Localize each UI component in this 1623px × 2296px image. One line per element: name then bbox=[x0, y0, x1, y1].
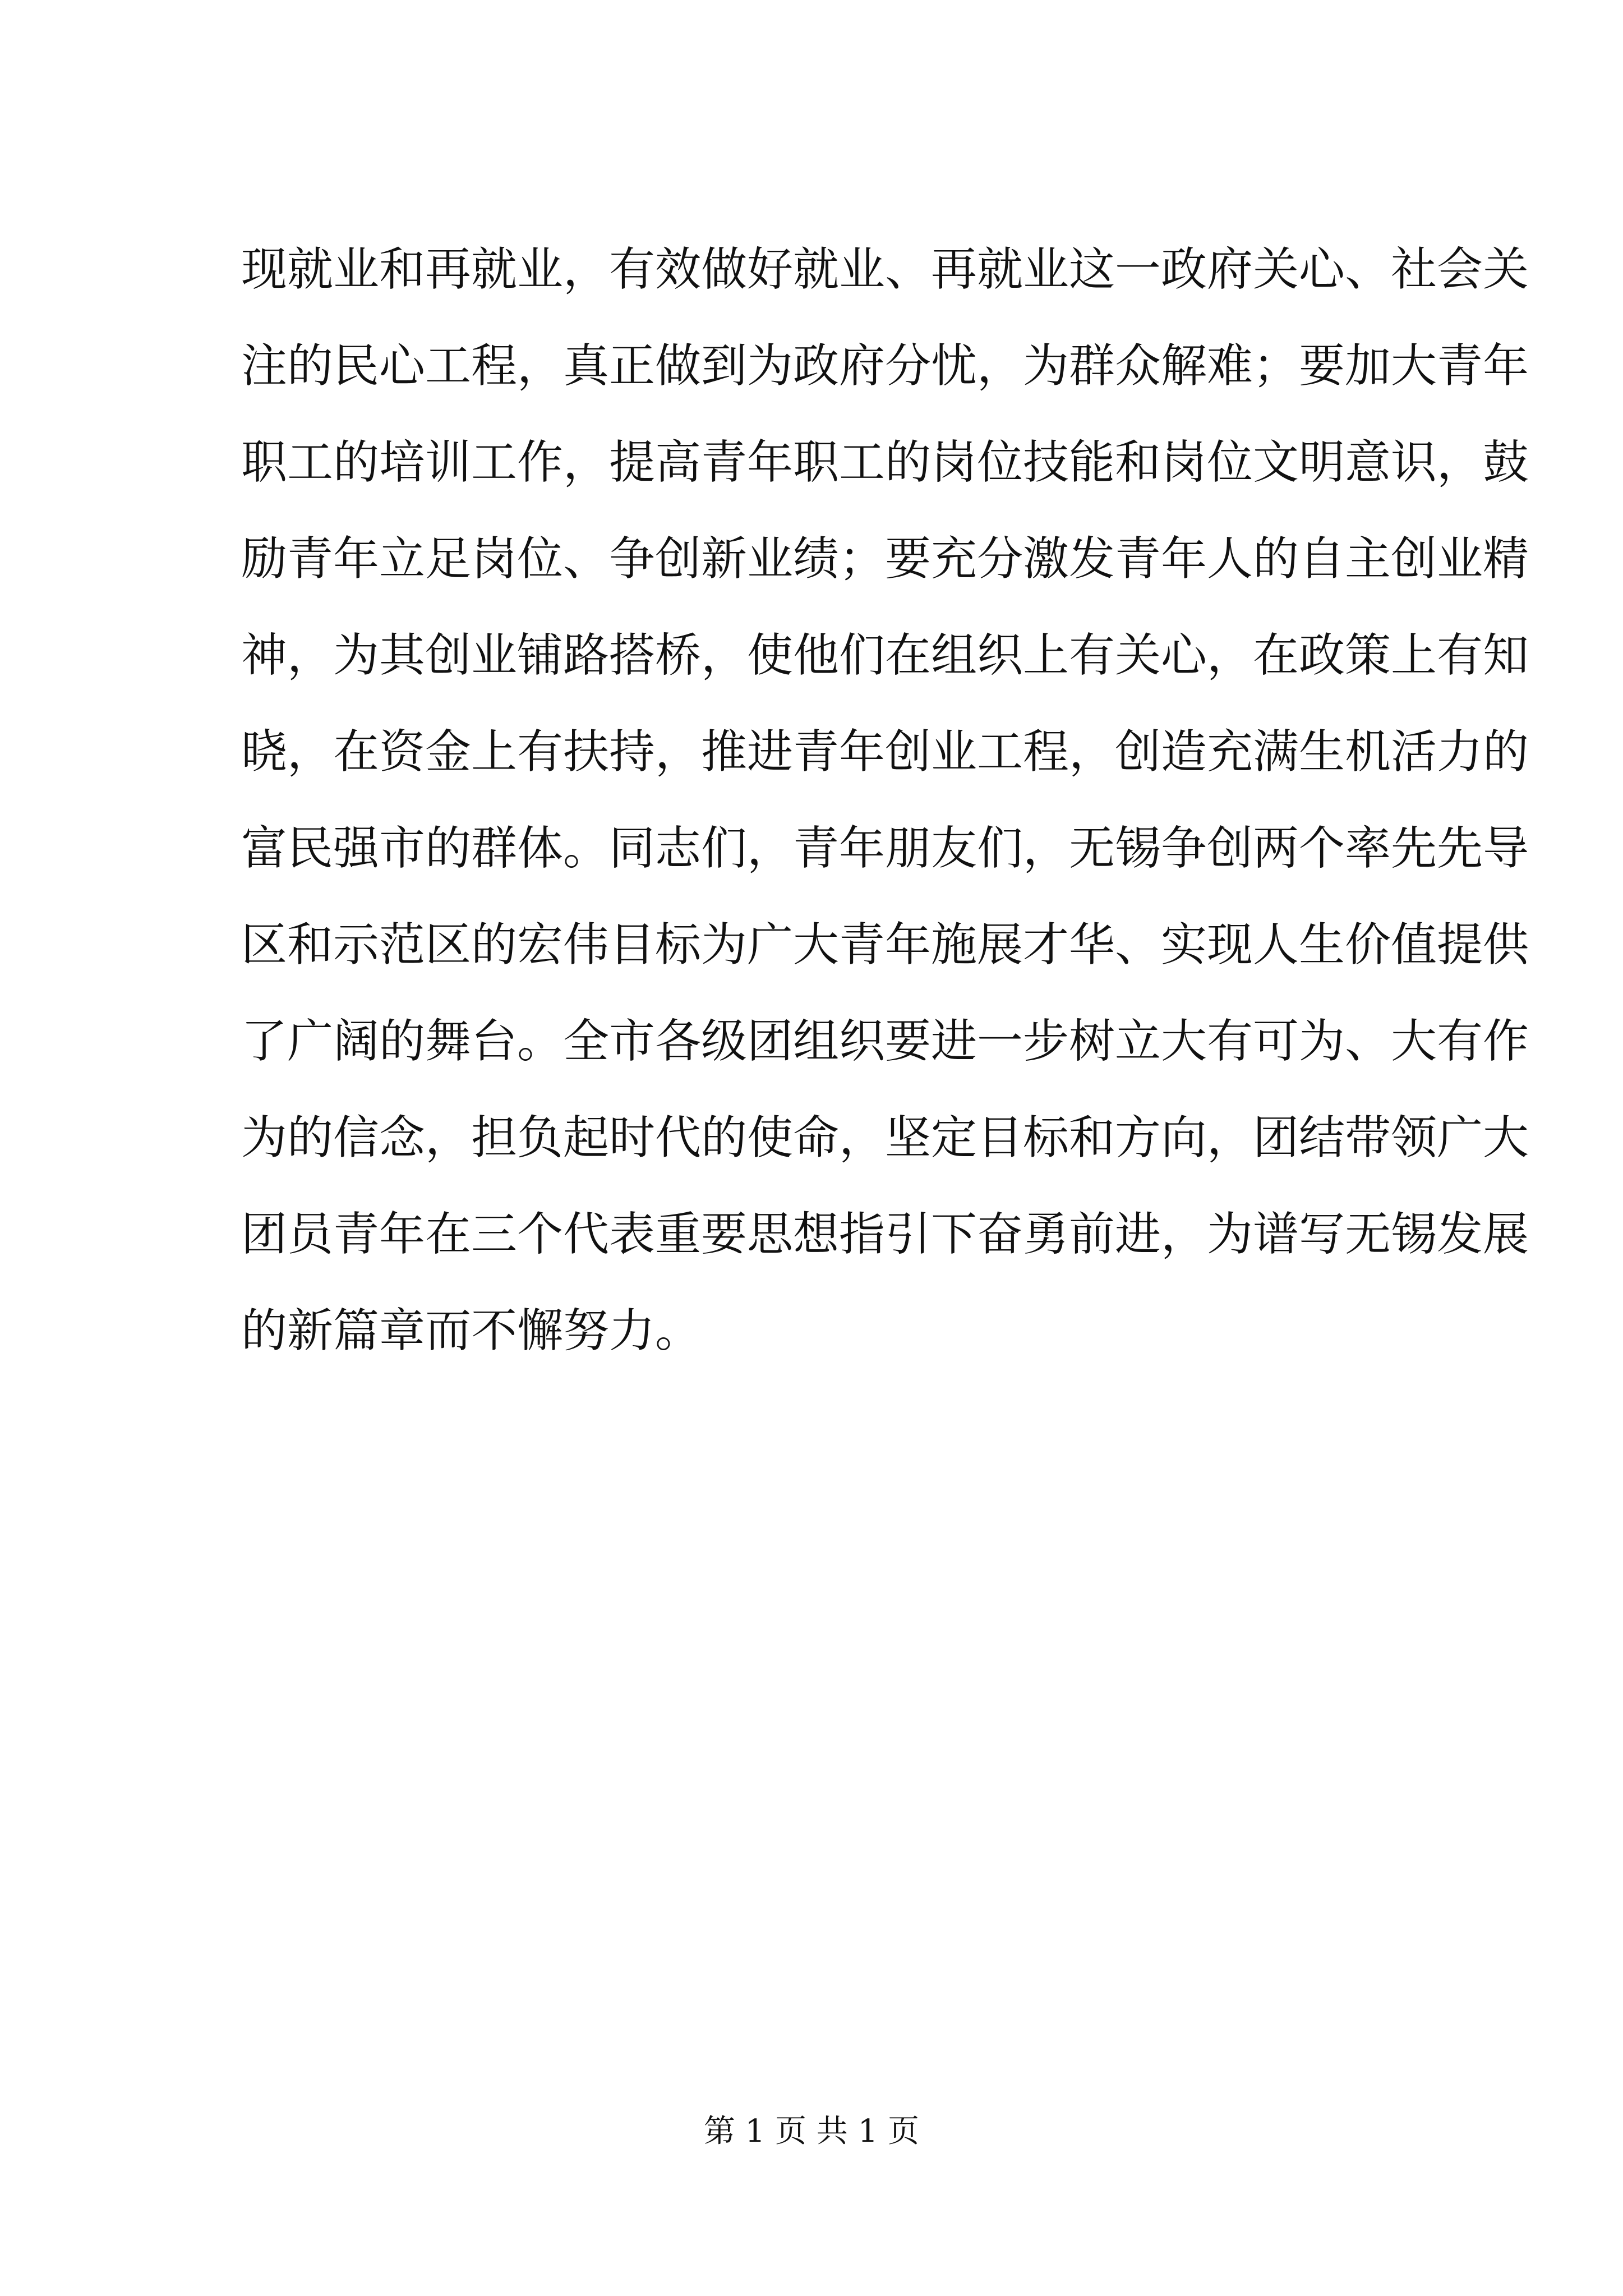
text-line: 职工的培训工作，提高青年职工的岗位技能和岗位文明意识，鼓 bbox=[241, 436, 1529, 489]
text-line: 注的民心工程，真正做到为政府分忧，为群众解难；要加大青年 bbox=[241, 339, 1529, 393]
text-line: 富民强市的群体。同志们，青年朋友们，无锡争创两个率先先导 bbox=[241, 822, 1529, 875]
page-number: 第 1 页 共 1 页 bbox=[703, 2113, 920, 2150]
text-line: 区和示范区的宏伟目标为广大青年施展才华、实现人生价值提供 bbox=[241, 918, 1529, 972]
text-line: 晓，在资金上有扶持，推进青年创业工程，创造充满生机活力的 bbox=[241, 725, 1529, 779]
text-line: 励青年立足岗位、争创新业绩；要充分激发青年人的自主创业精 bbox=[241, 532, 1529, 586]
text-line: 神，为其创业铺路搭桥，使他们在组织上有关心，在政策上有知 bbox=[241, 629, 1529, 682]
body-paragraph bbox=[241, 222, 1529, 1379]
text-line: 现就业和再就业，有效做好就业、再就业这一政府关心、社会关 bbox=[241, 243, 1529, 296]
page-footer bbox=[0, 2109, 1623, 2154]
text-line: 为的信念，担负起时代的使命，坚定目标和方向，团结带领广大 bbox=[241, 1111, 1529, 1165]
text-line: 了广阔的舞台。全市各级团组织要进一步树立大有可为、大有作 bbox=[241, 1015, 1529, 1068]
text-line: 的新篇章而不懈努力。 bbox=[241, 1304, 702, 1358]
text-line: 团员青年在三个代表重要思想指引下奋勇前进，为谱写无锡发展 bbox=[241, 1208, 1529, 1261]
